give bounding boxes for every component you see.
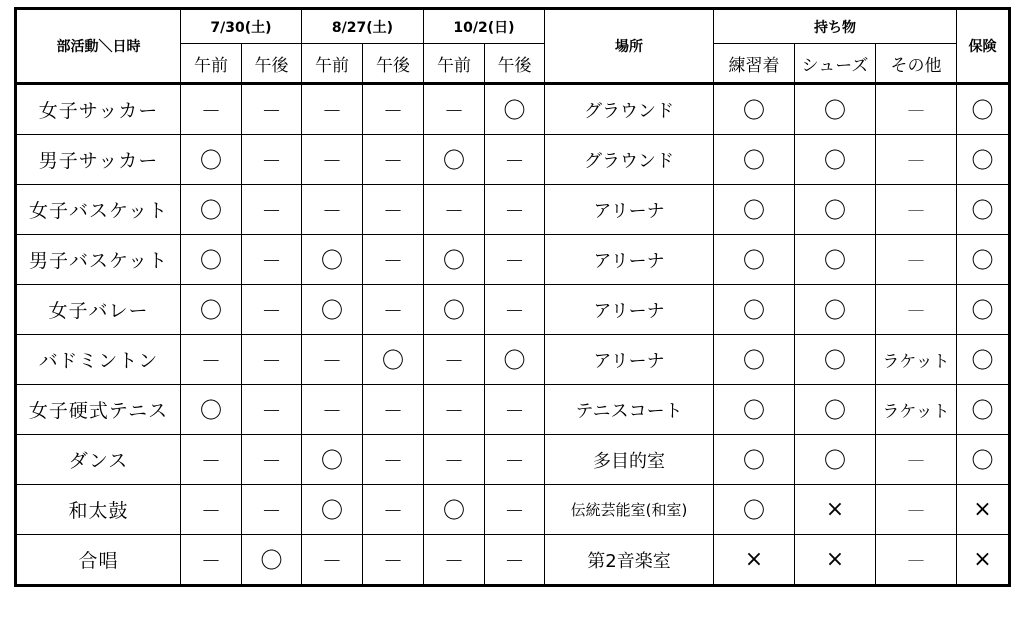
club-name-cell: 女子バレー: [16, 285, 181, 335]
table-row: [16, 535, 1010, 586]
practice-wear-cell: 〇: [714, 185, 795, 235]
schedule-d1pm-cell: －: [242, 285, 302, 335]
schedule-d3am-cell: －: [424, 185, 485, 235]
date-header-3: 10/2(日): [424, 9, 545, 44]
schedule-d1am-cell: 〇: [181, 285, 242, 335]
schedule-d2pm-cell: －: [363, 235, 424, 285]
club-name-cell: 男子サッカー: [16, 135, 181, 185]
slot-am: 午前: [302, 44, 363, 84]
table-row: [16, 84, 1010, 135]
schedule-d2am-cell: 〇: [302, 235, 363, 285]
schedule-d2am-cell: －: [302, 385, 363, 435]
schedule-d2pm-cell: －: [363, 435, 424, 485]
schedule-d1am-cell: 〇: [181, 235, 242, 285]
insurance-cell: 〇: [957, 135, 1010, 185]
slot-am: 午前: [424, 44, 485, 84]
practice-wear-cell: 〇: [714, 435, 795, 485]
schedule-d1am-cell: 〇: [181, 385, 242, 435]
practice-wear-cell: 〇: [714, 485, 795, 535]
practice-wear-cell: 〇: [714, 285, 795, 335]
place-cell: テニスコート: [545, 385, 714, 435]
schedule-d2am-cell: －: [302, 335, 363, 385]
table-row: [16, 185, 1010, 235]
place-cell: アリーナ: [545, 285, 714, 335]
schedule-d2pm-cell: －: [363, 385, 424, 435]
club-name-cell: バドミントン: [16, 335, 181, 385]
place-cell: グラウンド: [545, 84, 714, 135]
schedule-d2pm-cell: －: [363, 135, 424, 185]
schedule-d1am-cell: －: [181, 485, 242, 535]
club-schedule-table: [14, 7, 1011, 587]
schedule-d3pm-cell: 〇: [485, 335, 545, 385]
club-name-cell: ダンス: [16, 435, 181, 485]
insurance-cell: 〇: [957, 285, 1010, 335]
club-name-cell: 合唱: [16, 535, 181, 586]
corner-header: 部活動＼日時: [16, 9, 181, 84]
schedule-d1pm-cell: －: [242, 485, 302, 535]
insurance-cell: 〇: [957, 385, 1010, 435]
schedule-d2am-cell: 〇: [302, 285, 363, 335]
insurance-cell: 〇: [957, 435, 1010, 485]
shoes-cell: 〇: [795, 385, 876, 435]
place-cell: アリーナ: [545, 235, 714, 285]
schedule-d2pm-cell: －: [363, 285, 424, 335]
other-cell: ラケット: [876, 385, 957, 435]
shoes-cell: 〇: [795, 335, 876, 385]
place-cell: 第2音楽室: [545, 535, 714, 586]
insurance-header: 保険: [957, 9, 1010, 84]
place-cell: アリーナ: [545, 185, 714, 235]
slot-pm: 午後: [363, 44, 424, 84]
schedule-d3pm-cell: －: [485, 185, 545, 235]
schedule-d2am-cell: 〇: [302, 485, 363, 535]
table-row: [16, 135, 1010, 185]
schedule-d1pm-cell: －: [242, 335, 302, 385]
insurance-cell: 〇: [957, 335, 1010, 385]
schedule-d3pm-cell: －: [485, 435, 545, 485]
other-cell: －: [876, 185, 957, 235]
schedule-d3am-cell: 〇: [424, 285, 485, 335]
shoes-cell: 〇: [795, 285, 876, 335]
club-name-cell: 女子バスケット: [16, 185, 181, 235]
place-cell: アリーナ: [545, 335, 714, 385]
schedule-d3am-cell: －: [424, 385, 485, 435]
insurance-cell: 〇: [957, 235, 1010, 285]
header-row-dates: [16, 9, 1010, 44]
schedule-d1pm-cell: －: [242, 135, 302, 185]
practice-wear-cell: 〇: [714, 84, 795, 135]
belongings-header: 持ち物: [714, 9, 957, 44]
other-cell: －: [876, 235, 957, 285]
schedule-d3am-cell: －: [424, 535, 485, 586]
place-header: 場所: [545, 9, 714, 84]
schedule-d2pm-cell: －: [363, 485, 424, 535]
schedule-d2pm-cell: －: [363, 185, 424, 235]
date-header-2: 8/27(土): [302, 9, 424, 44]
shoes-cell: 〇: [795, 235, 876, 285]
club-name-cell: 女子サッカー: [16, 84, 181, 135]
place-cell: 伝統芸能室(和室): [545, 485, 714, 535]
slot-pm: 午後: [485, 44, 545, 84]
schedule-d2pm-cell: －: [363, 535, 424, 586]
shoes-cell: ×: [795, 485, 876, 535]
slot-am: 午前: [181, 44, 242, 84]
schedule-d3am-cell: －: [424, 335, 485, 385]
practice-wear-cell: 〇: [714, 135, 795, 185]
club-name-cell: 和太鼓: [16, 485, 181, 535]
shoes-cell: 〇: [795, 185, 876, 235]
schedule-d1pm-cell: －: [242, 385, 302, 435]
schedule-d2pm-cell: 〇: [363, 335, 424, 385]
schedule-d3pm-cell: －: [485, 535, 545, 586]
schedule-d3am-cell: －: [424, 435, 485, 485]
other-cell: －: [876, 285, 957, 335]
practice-wear-cell: 〇: [714, 335, 795, 385]
schedule-d1am-cell: 〇: [181, 135, 242, 185]
schedule-d1am-cell: －: [181, 335, 242, 385]
schedule-d2pm-cell: －: [363, 84, 424, 135]
shoes-cell: ×: [795, 535, 876, 586]
belonging-shoes: シューズ: [795, 44, 876, 84]
schedule-d1am-cell: 〇: [181, 185, 242, 235]
schedule-d2am-cell: －: [302, 135, 363, 185]
schedule-d3pm-cell: －: [485, 385, 545, 435]
schedule-d3pm-cell: －: [485, 285, 545, 335]
schedule-d1pm-cell: 〇: [242, 535, 302, 586]
belonging-practice-wear: 練習着: [714, 44, 795, 84]
insurance-cell: ×: [957, 485, 1010, 535]
slot-pm: 午後: [242, 44, 302, 84]
schedule-d1pm-cell: －: [242, 235, 302, 285]
belonging-other: その他: [876, 44, 957, 84]
table-row: [16, 485, 1010, 535]
schedule-d3am-cell: 〇: [424, 485, 485, 535]
schedule-d3am-cell: －: [424, 84, 485, 135]
other-cell: －: [876, 485, 957, 535]
table-row: [16, 435, 1010, 485]
table-row: [16, 285, 1010, 335]
insurance-cell: 〇: [957, 185, 1010, 235]
schedule-d1pm-cell: －: [242, 185, 302, 235]
club-name-cell: 女子硬式テニス: [16, 385, 181, 435]
schedule-d3am-cell: 〇: [424, 235, 485, 285]
schedule-d3pm-cell: －: [485, 485, 545, 535]
other-cell: －: [876, 135, 957, 185]
place-cell: グラウンド: [545, 135, 714, 185]
table-row: [16, 335, 1010, 385]
schedule-d2am-cell: －: [302, 185, 363, 235]
practice-wear-cell: 〇: [714, 235, 795, 285]
schedule-d1pm-cell: －: [242, 435, 302, 485]
club-name-cell: 男子バスケット: [16, 235, 181, 285]
schedule-d1am-cell: －: [181, 84, 242, 135]
schedule-d1pm-cell: －: [242, 84, 302, 135]
schedule-d2am-cell: －: [302, 535, 363, 586]
practice-wear-cell: ×: [714, 535, 795, 586]
other-cell: －: [876, 84, 957, 135]
schedule-d3pm-cell: －: [485, 135, 545, 185]
other-cell: －: [876, 535, 957, 586]
schedule-d3pm-cell: －: [485, 235, 545, 285]
insurance-cell: 〇: [957, 84, 1010, 135]
table-row: [16, 385, 1010, 435]
schedule-d1am-cell: －: [181, 435, 242, 485]
schedule-d1am-cell: －: [181, 535, 242, 586]
table-row: [16, 235, 1010, 285]
schedule-d2am-cell: 〇: [302, 435, 363, 485]
practice-wear-cell: 〇: [714, 385, 795, 435]
date-header-1: 7/30(土): [181, 9, 302, 44]
schedule-d2am-cell: －: [302, 84, 363, 135]
schedule-d3am-cell: 〇: [424, 135, 485, 185]
shoes-cell: 〇: [795, 84, 876, 135]
other-cell: ラケット: [876, 335, 957, 385]
shoes-cell: 〇: [795, 135, 876, 185]
insurance-cell: ×: [957, 535, 1010, 586]
other-cell: －: [876, 435, 957, 485]
place-cell: 多目的室: [545, 435, 714, 485]
shoes-cell: 〇: [795, 435, 876, 485]
schedule-d3pm-cell: 〇: [485, 84, 545, 135]
